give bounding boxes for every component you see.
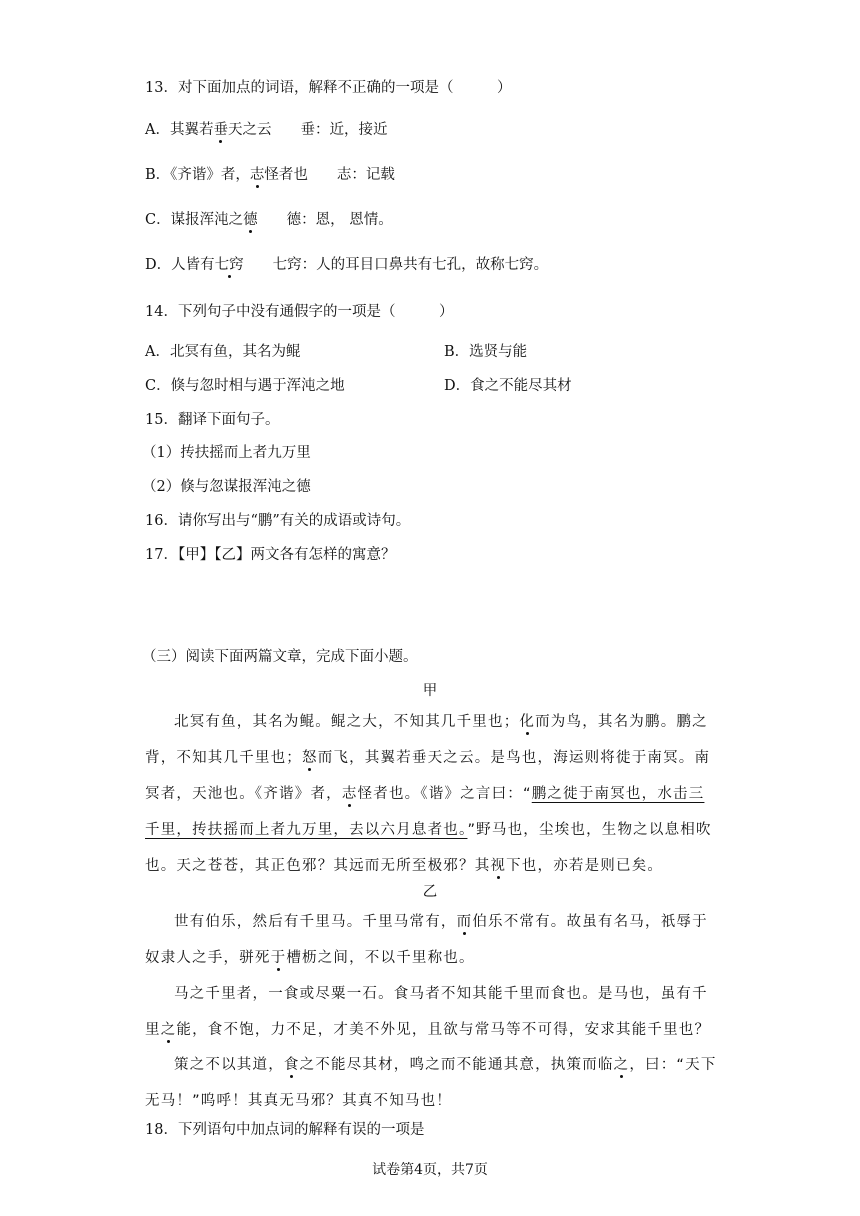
option-text: 德：恩， 恩情。 xyxy=(257,212,393,228)
passage-text: 马之千里者，一食或尽粟一石。食马者不知其能千里而食也。是马也，虽有千里 xyxy=(145,986,708,1038)
passage-jia xyxy=(145,704,717,884)
dotted-word: 志 xyxy=(249,167,265,183)
passage-text: 怪者也。《谐》之言曰：“ xyxy=(357,786,532,802)
dotted-word: 七窍 xyxy=(214,257,244,273)
passage-yi-para-3 xyxy=(145,1047,717,1119)
dotted-word: 怒 xyxy=(302,750,318,766)
passage-text: 而为鸟，其名为鹏。鹏之背，不知其几千里也； xyxy=(145,714,708,766)
passage-yi-para-2 xyxy=(145,976,717,1048)
q13-stem: 13．对下面加点的词语，解释不正确的一项是（ ） xyxy=(145,80,512,96)
passage-text: 北冥有鱼，其名为鲲。鲲之大，不知其几千里也； xyxy=(174,714,520,730)
q18-stem: 18．下列语句中加点词的解释有误的一项是 xyxy=(145,1122,425,1138)
dotted-word: 食 xyxy=(283,1057,300,1073)
passage-text: 能，食不饱，力不足，才美不外见，且欲与常马等不可得，安求其能千里也？ xyxy=(176,1022,711,1038)
dotted-word: 视 xyxy=(490,858,507,874)
section-3-heading: （三）阅读下面两篇文章，完成下面小题。 xyxy=(142,649,418,665)
option-text: C．谋报浑沌之 xyxy=(145,212,244,228)
q14-option-b: B．选贤与能 xyxy=(444,344,528,360)
q14-stem: 14．下列句子中没有通假字的一项是（ ） xyxy=(145,304,454,320)
q15-stem: 15．翻译下面句子。 xyxy=(145,412,280,428)
dotted-word: 之 xyxy=(160,1022,177,1038)
passage-text: 而飞，其翼若垂天之云。是鸟也，海运则将徙于南冥。南冥者，天池也。《齐谐》者， xyxy=(145,750,711,802)
passage-text: 策之不以其道， xyxy=(174,1057,284,1073)
passage-text: ，曰：“天下无马！”呜呼！其真无马邪？其真不知马也！ xyxy=(145,1057,717,1109)
q13-option-d xyxy=(145,255,548,275)
q13-option-b xyxy=(145,165,395,185)
q13-option-a xyxy=(145,120,387,140)
q17-stem: 17．【甲】【乙】两文各有怎样的寓意？ xyxy=(145,547,396,563)
option-text: D．人皆有 xyxy=(145,257,215,273)
q14-option-d: D．食之不能尽其材 xyxy=(444,378,572,394)
passage-jia-title: 甲 xyxy=(422,683,438,699)
q15-sentence-1: （1）抟扶摇而上者九万里 xyxy=(142,445,311,461)
option-text: B．《齐谐》者， xyxy=(145,167,250,183)
passage-text: 世有伯乐，然后有千里马。千里马常有， xyxy=(174,914,457,930)
passage-text: 下也，亦若是则已矣。 xyxy=(506,858,664,874)
dotted-word: 德 xyxy=(243,212,258,228)
q14-option-a: A．北冥有鱼，其名为鲲 xyxy=(145,344,301,360)
q15-sentence-2: （2）倏与忽谋报浑沌之德 xyxy=(142,479,311,495)
option-text: 七窍：人的耳目口鼻共有七孔，故称七窍。 xyxy=(243,257,549,273)
passage-text: ”野马也，尘埃也，生物之以息相吹也。天之苍苍，其正色邪？其远而无所至极邪？其 xyxy=(145,822,712,874)
page-footer: 试卷第4页，共7页 xyxy=(372,1162,488,1178)
option-text: A．其翼若 xyxy=(145,122,214,138)
q13-option-c xyxy=(145,210,393,230)
dotted-word: 志 xyxy=(341,786,358,802)
dotted-word: 化 xyxy=(519,714,536,730)
passage-text: 槽枥之间，不以千里称也。 xyxy=(286,950,475,966)
dotted-word: 而 xyxy=(456,914,473,930)
passage-text: 伯乐不常有。故虽有名马，祇辱于奴隶人之手，骈死 xyxy=(145,914,708,966)
option-text: 天之云 垂：近，接近 xyxy=(227,122,388,138)
underlined-sentence: 鹏之徙于南冥也，水击三千里，抟扶摇而上者九万里，去以六月息者也。 xyxy=(145,786,705,838)
passage-yi-title: 乙 xyxy=(422,884,438,900)
q14-option-c: C．倏与忽时相与遇于浑沌之地 xyxy=(145,378,345,394)
passage-text: 之不能尽其材，鸣之而不能通其意，执策而临 xyxy=(299,1057,614,1073)
dotted-word: 于 xyxy=(270,950,287,966)
dotted-word: 之 xyxy=(613,1057,630,1073)
dotted-word: 垂 xyxy=(213,122,228,138)
passage-yi-para-1 xyxy=(145,904,717,976)
q16-stem: 16．请你写出与“鹏”有关的成语或诗句。 xyxy=(145,513,411,529)
option-text: 怪者也 志：记载 xyxy=(264,167,395,183)
